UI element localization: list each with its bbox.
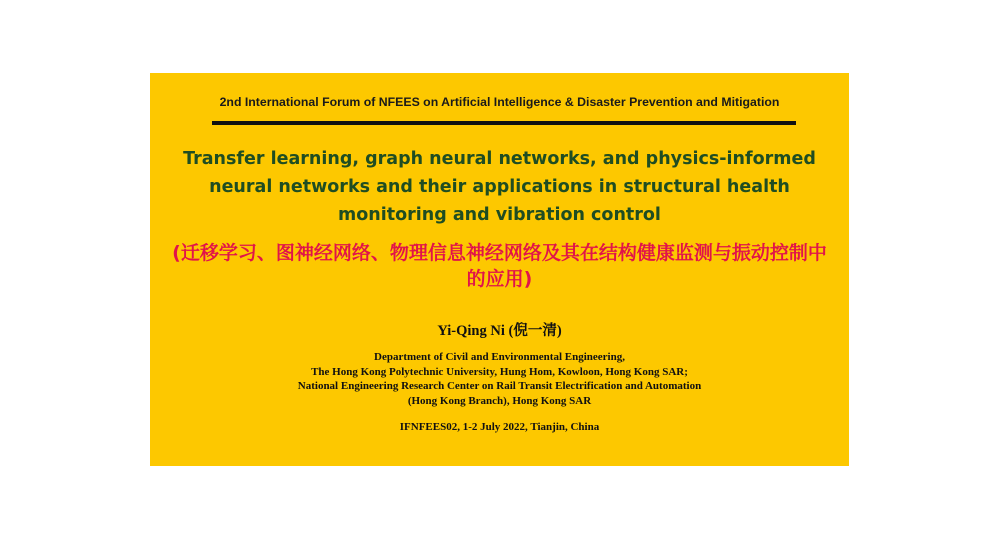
presentation-title-english: Transfer learning, graph neural networks, and physics-informed neural networks and their applications in structural health monitoring and vibration control bbox=[183, 149, 816, 225]
affiliation-line: National Engineering Research Center on Rail Transit Electrification and Automation bbox=[297, 380, 702, 392]
conference-info: IFNFEES02, 1-2 July 2022, Tianjin, China bbox=[399, 421, 600, 433]
title-slide bbox=[150, 73, 849, 466]
presentation-title-chinese: (迁移学习、图神经网络、物理信息神经网络及其在结构健康监测与振动控制中的应用) bbox=[172, 242, 827, 290]
divider-rule bbox=[212, 121, 796, 125]
forum-title: 2nd International Forum of NFEES on Artificial Intelligence & Disaster Prevention and Mitigation bbox=[219, 95, 780, 109]
affiliation-block bbox=[150, 350, 849, 408]
affiliation-line: (Hong Kong Branch), Hong Kong SAR bbox=[407, 394, 592, 407]
affiliation-line: The Hong Kong Polytechnic University, Hung Hom, Kowloon, Hong Kong SAR; bbox=[311, 365, 688, 378]
affiliation-line: Department of Civil and Environmental Engineering, bbox=[374, 351, 625, 363]
author-name: Yi-Qing Ni (倪一清) bbox=[437, 323, 562, 339]
